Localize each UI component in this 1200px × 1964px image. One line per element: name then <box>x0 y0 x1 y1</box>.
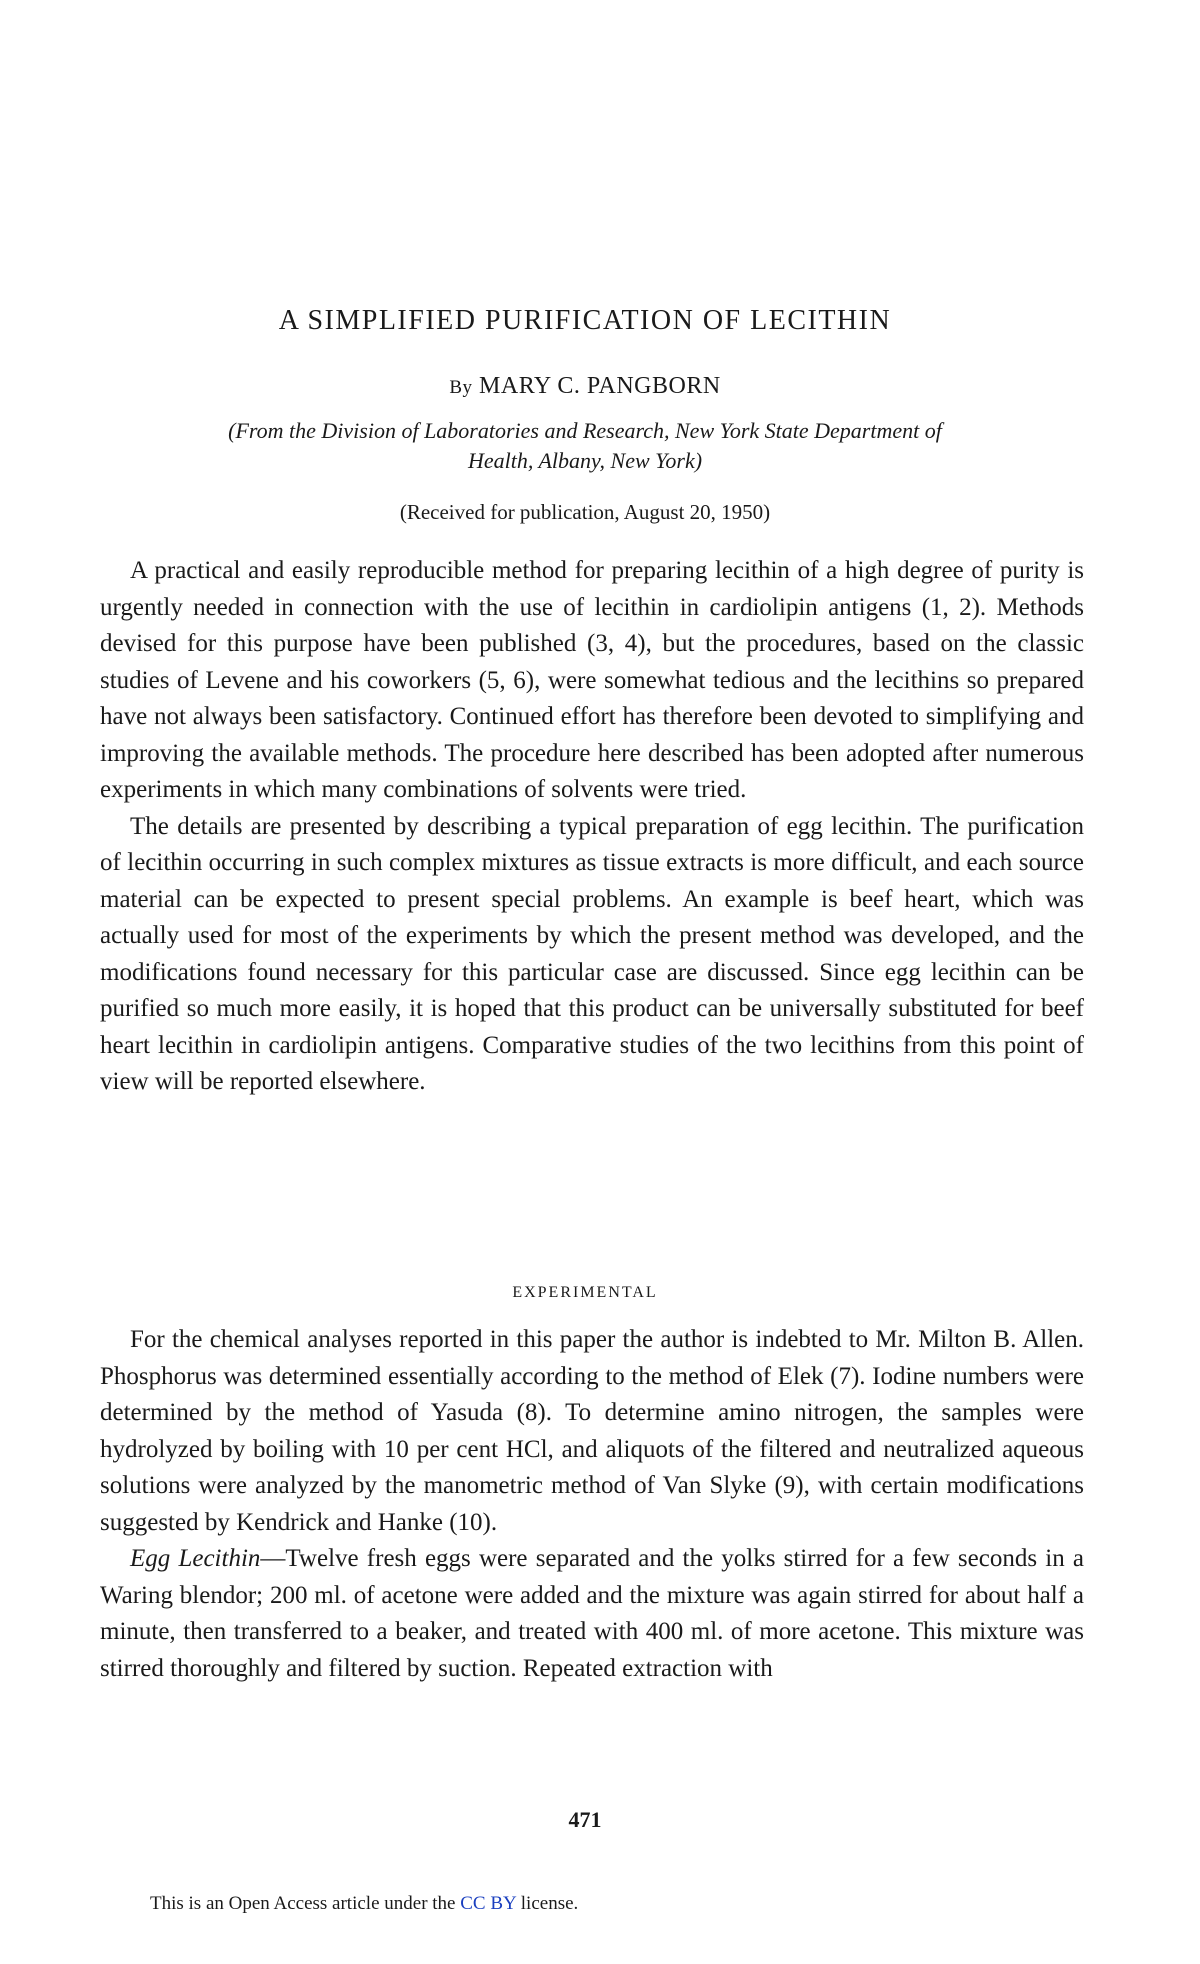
egg-lecithin-runin-heading: Egg Lecithin <box>130 1545 261 1572</box>
byline-prefix: By <box>449 377 473 398</box>
intro-paragraph-1: A practical and easily reproducible method for preparing lecithin of a high degree of purity is urgently needed in connection with the use of lecithin in cardiolipin antigens (1, 2). Methods devised for this purpose have been published (3, 4), but the procedures, based on the classic studies of Levene and his coworkers (5, 6), were somewhat tedious and the lecithins so prepared have not always been satisfactory. Continued effort has therefore been devoted to simplifying and improving the available methods. The procedure here described has been adopted after numerous experiments in which many combinations of solvents were tried. <box>100 557 1084 803</box>
affiliation-line-1: (From the Division of Laboratories and Research, New York State Department of <box>228 418 942 443</box>
license-text-after: license. <box>520 1893 579 1914</box>
received-date: (Received for publication, August 20, 1950) <box>399 500 771 524</box>
page-number: 471 <box>568 1807 602 1832</box>
egg-lecithin-text: —Twelve fresh eggs were separated and the yolks stirred for a few seconds in a Waring blendor; 200 ml. of acetone were added and the mixture was again stirred for about half a minute, then transferred to a beaker, and treated with 400 ml. of more acetone. This mixture was stirred thoroughly and filtered by suction. Repeated extraction with <box>100 1545 1084 1682</box>
author-byline <box>0 373 1170 400</box>
methods-paragraph-1: For the chemical analyses reported in this paper the author is indebted to Mr. Milton B. Allen. Phosphorus was determined essentially according to the method of Elek (7). Iodine numbers were determined by the method of Yasuda (8). To determine amino nitrogen, the samples were hydrolyzed by boiling with 10 per cent HCl, and aliquots of the filtered and neutralized aqueous solutions were analyzed by the manometric method of Van Slyke (9), with certain modifications suggested by Kendrick and Hanke (10). <box>100 1326 1084 1536</box>
license-text-before: This is an Open Access article under the <box>150 1893 456 1914</box>
affiliation-line-2: Health, Albany, New York) <box>467 448 703 473</box>
cc-by-license-link[interactable]: CC BY <box>460 1893 517 1914</box>
experimental-section <box>100 1322 1084 1687</box>
section-heading-experimental: EXPERIMENTAL <box>512 1284 658 1301</box>
author-name: MARY C. PANGBORN <box>479 373 721 399</box>
introduction <box>100 553 1084 1101</box>
author-affiliation <box>100 416 1070 476</box>
methods-paragraph-2 <box>100 1541 1084 1687</box>
intro-paragraph-2: The details are presented by describing a typical preparation of egg lecithin. The purification of lecithin occurring in such complex mixtures as tissue extracts is more difficult, and each source material can be expected to present special problems. An example is beef heart, which was actually used for most of the experiments by which the present method was developed, and the modifications found necessary for this particular case are discussed. Since egg lecithin can be purified so much more easily, it is hoped that this product can be universally substituted for beef heart lecithin in cardiolipin antigens. Comparative studies of the two lecithins from this point of view will be reported elsewhere. <box>100 812 1084 1095</box>
license-footer <box>150 1893 578 1915</box>
article-title: A SIMPLIFIED PURIFICATION OF LECITHIN <box>278 305 892 336</box>
